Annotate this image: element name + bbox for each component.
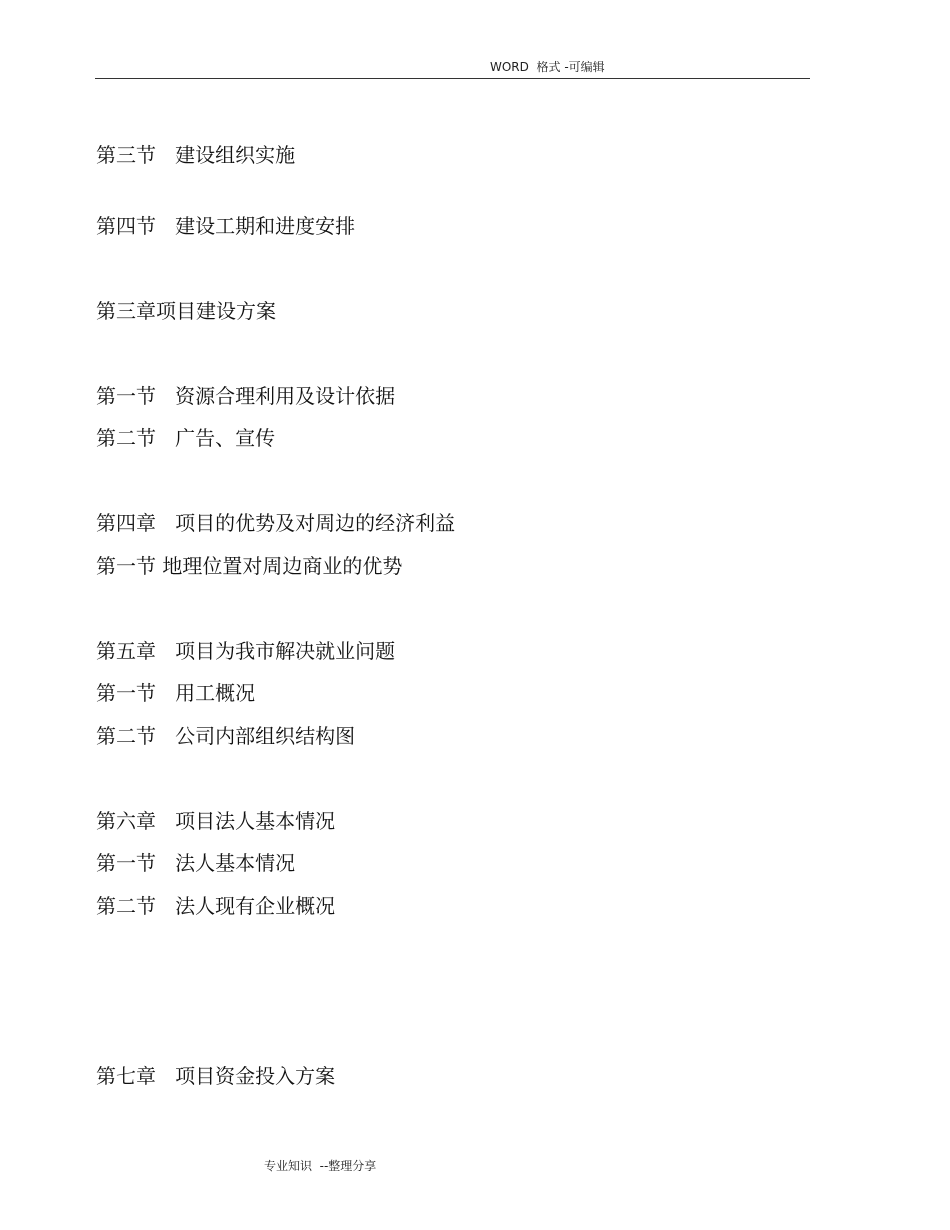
- header-divider: [95, 78, 810, 79]
- toc-section-line: 第二节 法人现有企业概况: [96, 894, 336, 918]
- toc-chapter-line: 第四章 项目的优势及对周边的经济利益: [96, 511, 456, 535]
- toc-chapter-line: 第六章 项目法人基本情况: [96, 809, 336, 833]
- toc-section-line: 第一节 资源合理利用及设计依据: [96, 384, 396, 408]
- header-text: WORD 格式 -可编辑: [490, 60, 605, 74]
- toc-section-line: 第一节 地理位置对周边商业的优势: [96, 554, 403, 578]
- toc-section-line: 第一节 用工概况: [96, 681, 256, 705]
- toc-section-line: 第二节 广告、宣传: [96, 426, 276, 450]
- page-footer: 专业知识 --整理分享: [264, 1159, 377, 1173]
- toc-section-line: 第四节 建设工期和进度安排: [96, 214, 356, 238]
- toc-section-line: 第一节 法人基本情况: [96, 851, 296, 875]
- toc-section-line: 第三节 建设组织实施: [96, 143, 296, 167]
- toc-chapter-line: 第五章 项目为我市解决就业问题: [96, 639, 396, 663]
- page-header: [0, 60, 950, 74]
- toc-section-line: 第二节 公司内部组织结构图: [96, 724, 356, 748]
- toc-chapter-line: 第三章项目建设方案: [96, 299, 276, 323]
- toc-chapter-line: 第七章 项目资金投入方案: [96, 1064, 336, 1088]
